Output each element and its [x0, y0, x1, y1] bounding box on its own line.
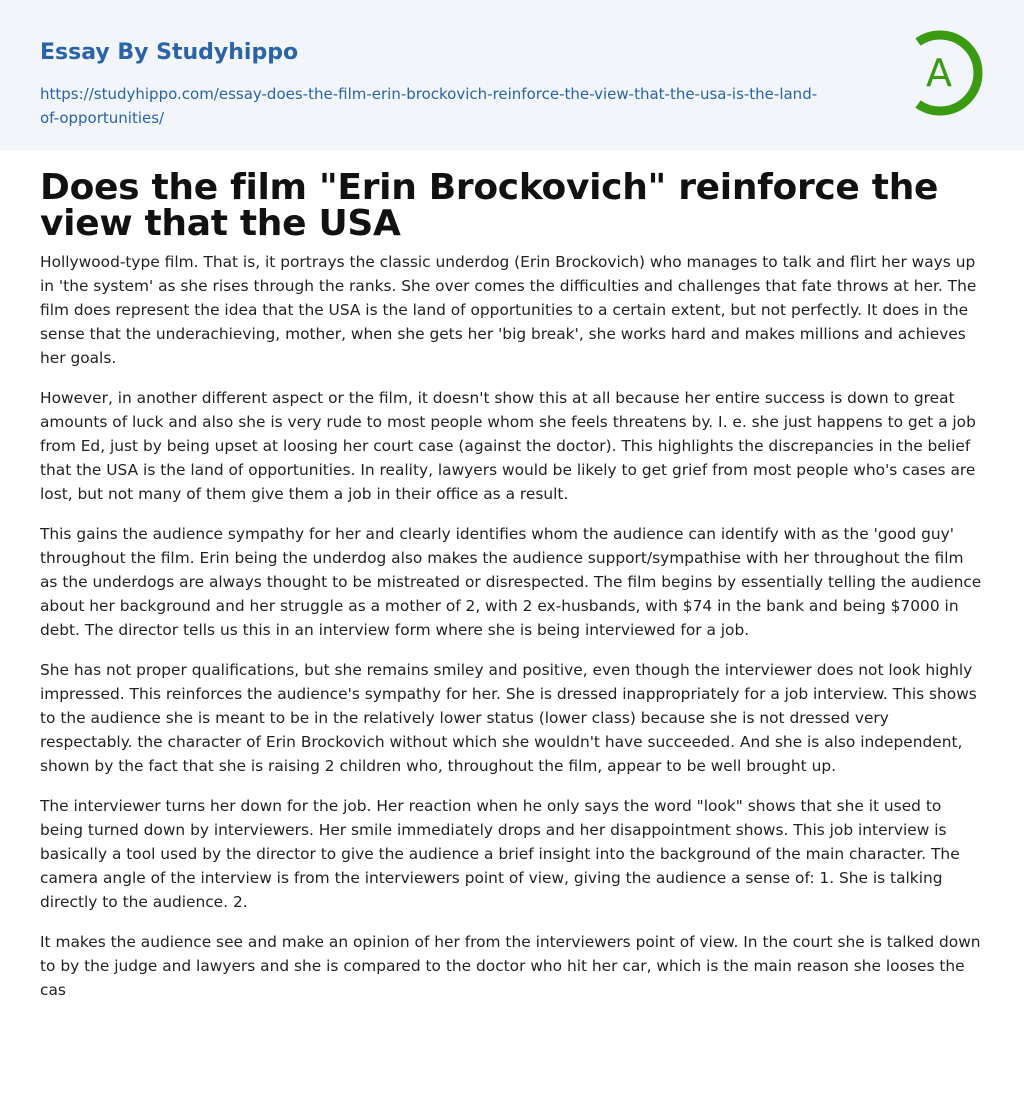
- paragraph: The interviewer turns her down for the job. Her reaction when he only says the word "look" shows that she it used to being turned down by interviewers. Her smile immediately drops and her disappointment shows. This job interview is basically a tool used by the director to give the audience a brief insight into the background of the main character. The camera angle of the interview is from the interviewers point of view, giving the audience a sense of: 1. She is talking directly to the audience. 2.: [40, 797, 960, 911]
- paragraph: This gains the audience sympathy for her and clearly identifies whom the audience can identify with as the 'good guy' throughout the film. Erin being the underdog also makes the audience support/sympathise with her throughout the film as the underdogs are always thought to be mistreated or disrespected. The film begins by essentially telling the audience about her background and her struggle as a mother of 2, with 2 ex-husbands, with $74 in the bank and being $7000 in debt. The director tells us this in an interview form where she is being interviewed for a job.: [40, 525, 982, 639]
- studyhippo-logo-icon[interactable]: [896, 28, 986, 118]
- article: [0, 150, 1024, 1002]
- page-title: Does the film "Erin Brockovich" reinforce the view that the USA: [40, 167, 939, 244]
- paragraph: Hollywood-type film. That is, it portrays the classic underdog (Erin Brockovich) who manages to talk and flirt her ways up in 'the system' as she rises through the ranks. She over comes the difficulties and challenges that fate throws at her. The film does represent the idea that the USA is the land of opportunities to a certain extent, but not perfectly. It does in the sense that the underachieving, mother, when she gets her 'big break', she works hard and makes millions and achieves her goals.: [40, 253, 977, 367]
- brand-title: Essay By Studyhippo: [40, 40, 299, 65]
- paragraph: It makes the audience see and make an opinion of her from the interviewers point of view. In the court she is talked down to by the judge and lawyers and she is compared to the doctor who hit her car, which is the main reason she looses the cas: [40, 933, 981, 999]
- essay-url-link[interactable]: https://studyhippo.com/essay-does-the-film-erin-brockovich-reinforce-the-view-that-the-usa-is-the-land-of-opportunities/: [40, 85, 818, 127]
- paragraph: However, in another different aspect or the film, it doesn't show this at all because her entire success is down to great amounts of luck and also she is very rude to most people whom she feels threatens by. I. e. she just happens to get a job from Ed, just by being upset at loosing her court case (against the doctor). This highlights the discrepancies in the belief that the USA is the land of opportunities. In reality, lawyers would be likely to get grief from most people who's cases are lost, but not many of them give them a job in their office as a result.: [40, 389, 976, 503]
- paragraph: She has not proper qualifications, but she remains smiley and positive, even though the interviewer does not look highly impressed. This reinforces the audience's sympathy for her. She is dressed inappropriately for a job interview. This shows to the audience she is meant to be in the relatively lower status (lower class) because she is not dressed very respectably. the character of Erin Brockovich without which she wouldn't have succeeded. And she is also independent, shown by the fact that she is raising 2 children who, throughout the film, appear to be well brought up.: [40, 661, 977, 775]
- site-header: [0, 0, 1024, 150]
- logo-letter: A: [926, 51, 952, 95]
